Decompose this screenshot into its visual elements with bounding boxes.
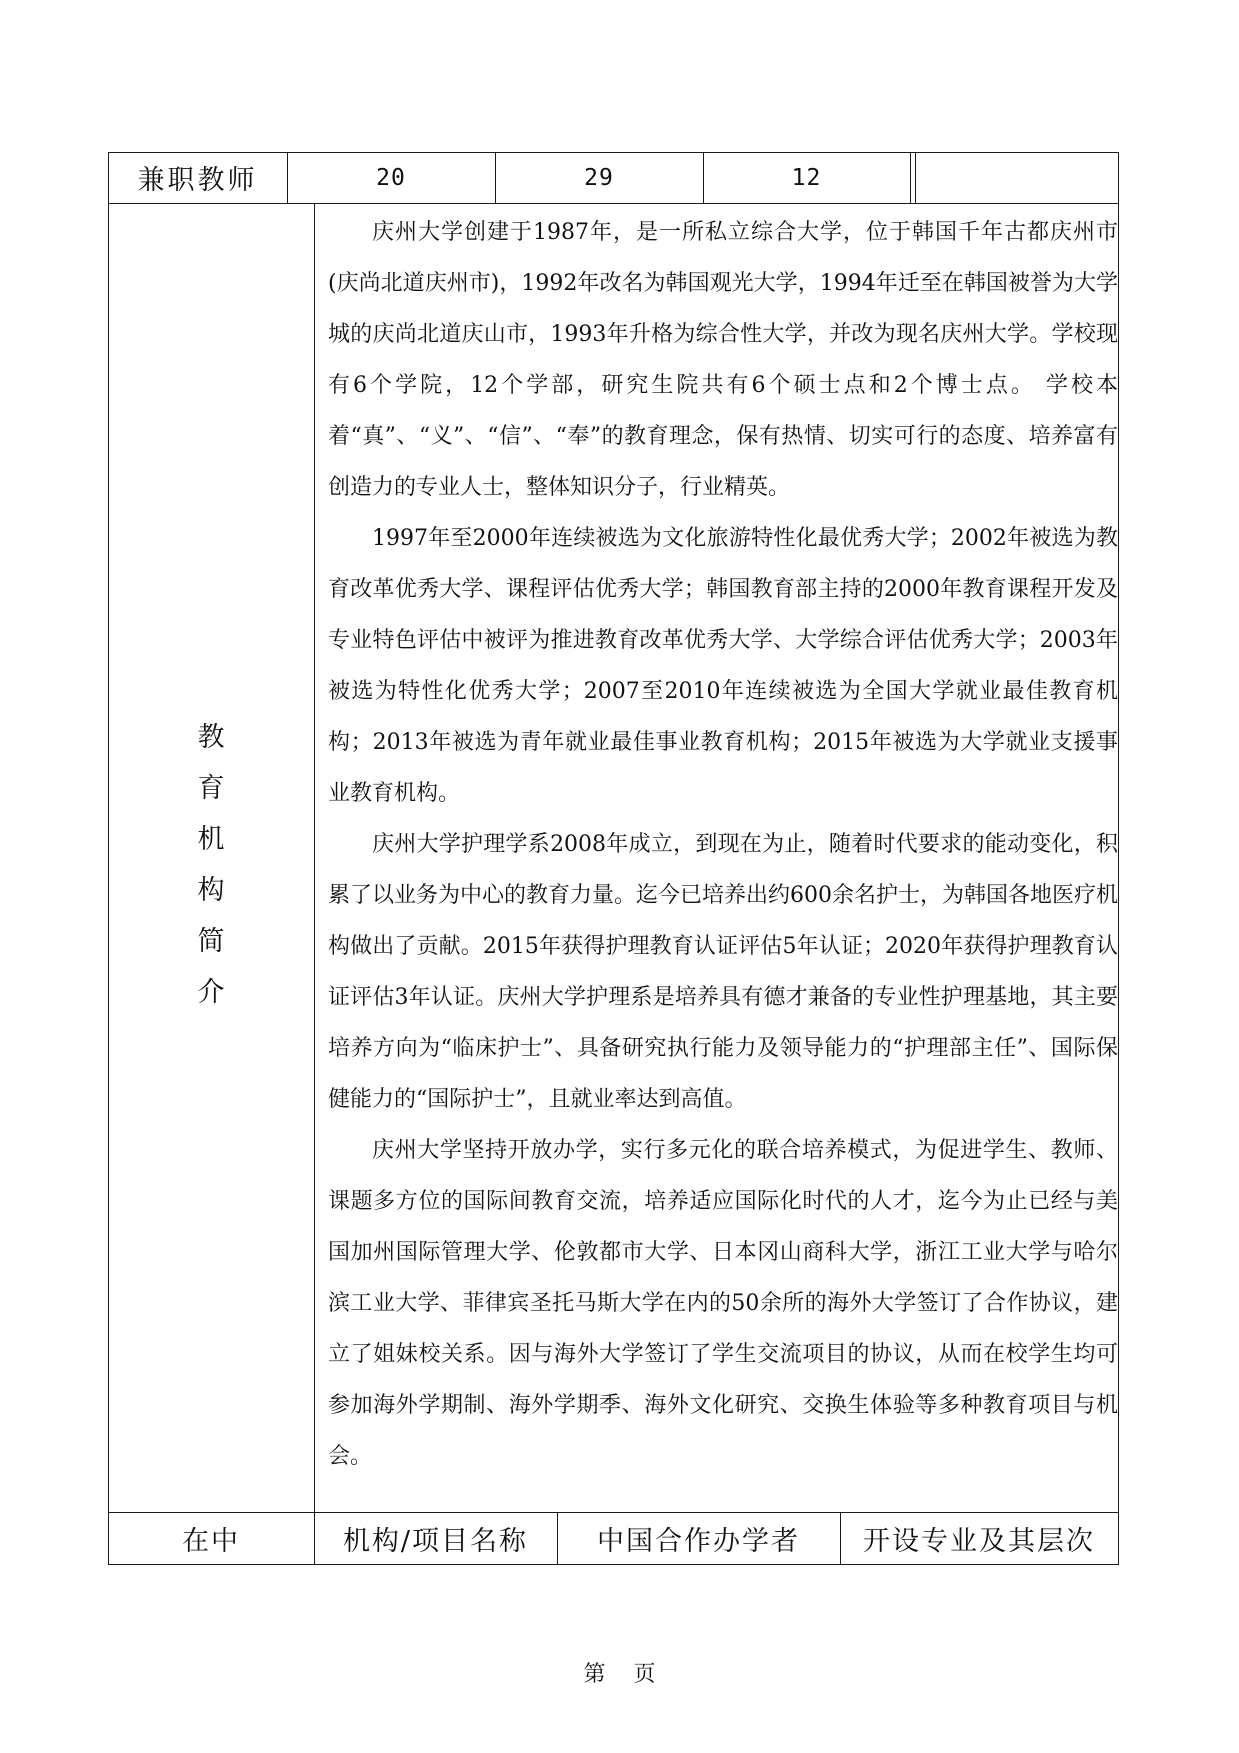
label-column-divider <box>314 203 315 1565</box>
label-char: 构 <box>197 875 225 906</box>
page-number-suffix: 页 <box>633 1662 656 1687</box>
part-time-value-1: 20 <box>376 164 406 191</box>
label-char: 介 <box>197 977 225 1008</box>
part-time-value-4 <box>915 152 1118 203</box>
label-char: 育 <box>197 773 225 804</box>
intro-paragraph: 庆州大学创建于1987年，是一所私立综合大学，位于韩国千年古都庆州市(庆尚北道庆州市)，1992年改名为韩国观光大学，1994年迁至在韩国被誉为大学城的庆尚北道庆山市，1993年升格为综合性大学，并改为现名庆州大学。学校现有6个学院，12个学部，研究生院共有6个硕士点和2个博士点。 学校本着“真”、“义”、“信”、“奉”的教育理念，保有热情、切实可行的态度、培养富有创造力的专业人士，整体知识分子，行业精英。 <box>328 220 1118 500</box>
table-bottom-border <box>108 1564 1119 1565</box>
page-footer <box>0 1657 1239 1688</box>
row1-bottom-border <box>108 203 1119 204</box>
intro-paragraph: 1997年至2000年连续被选为文化旅游特性化最优秀大学；2002年被选为教育改革优秀大学、课程评估优秀大学；韩国教育部主持的2000年教育课程开发及专业特色评估中被评为推进教育改革优秀大学、大学综合评估优秀大学；2003年被选为特性化优秀大学；2007至2010年连续被选为全国大学就业最佳教育机构；2013年被选为青年就业最佳事业教育机构；2015年被选为大学就业支援事业教育机构。 <box>328 526 1118 806</box>
page-number-prefix: 第 <box>583 1662 606 1687</box>
table-right-border <box>1118 152 1119 1565</box>
intro-paragraph: 庆州大学护理学系2008年成立，到现在为止，随着时代要求的能动变化，积累了以业务为中心的教育力量。迄今已培养出约600余名护士，为韩国各地医疗机构做出了贡献。2015年获得护理教育认证评估5年认证；2020年获得护理教育认证评估3年认证。庆州大学护理系是培养具有德才兼备的专业性护理基地，其主要培养方向为“临床护士”、具备研究执行能力及领导能力的“护理部主任”、国际保健能力的“国际护士”，且就业率达到高值。 <box>328 832 1118 1112</box>
china-partner-header: 中国合作办学者 <box>597 1525 800 1557</box>
part-time-value-3: 12 <box>791 164 822 191</box>
row1-divider-4a <box>910 152 911 204</box>
institution-project-name-header: 机构/项目名称 <box>342 1525 529 1557</box>
label-char: 简 <box>197 926 225 957</box>
institution-intro-label <box>108 712 314 1032</box>
label-char: 教 <box>197 722 225 753</box>
in-china-label: 在中 <box>182 1525 240 1557</box>
part-time-value-2: 29 <box>584 164 614 191</box>
majors-and-levels-header: 开设专业及其层次 <box>863 1525 1095 1557</box>
part-time-teacher-label: 兼职教师 <box>137 165 258 196</box>
intro-paragraph: 庆州大学坚持开放办学，实行多元化的联合培养模式，为促进学生、教师、课题多方位的国际间教育交流，培养适应国际化时代的人才，迄今为止已经与美国加州国际管理大学、伦敦都市大学、日本冈山商科大学，浙江工业大学与哈尔滨工业大学、菲律宾圣托马斯大学在内的50余所的海外大学签订了合作协议，建立了姐妹校关系。因与海外大学签订了学生交流项目的协议，从而在校学生均可参加海外学期制、海外学期季、海外文化研究、交换生体验等多种教育项目与机会。 <box>328 1138 1118 1469</box>
label-char: 机 <box>197 824 225 855</box>
institution-intro-text <box>328 207 1118 1482</box>
